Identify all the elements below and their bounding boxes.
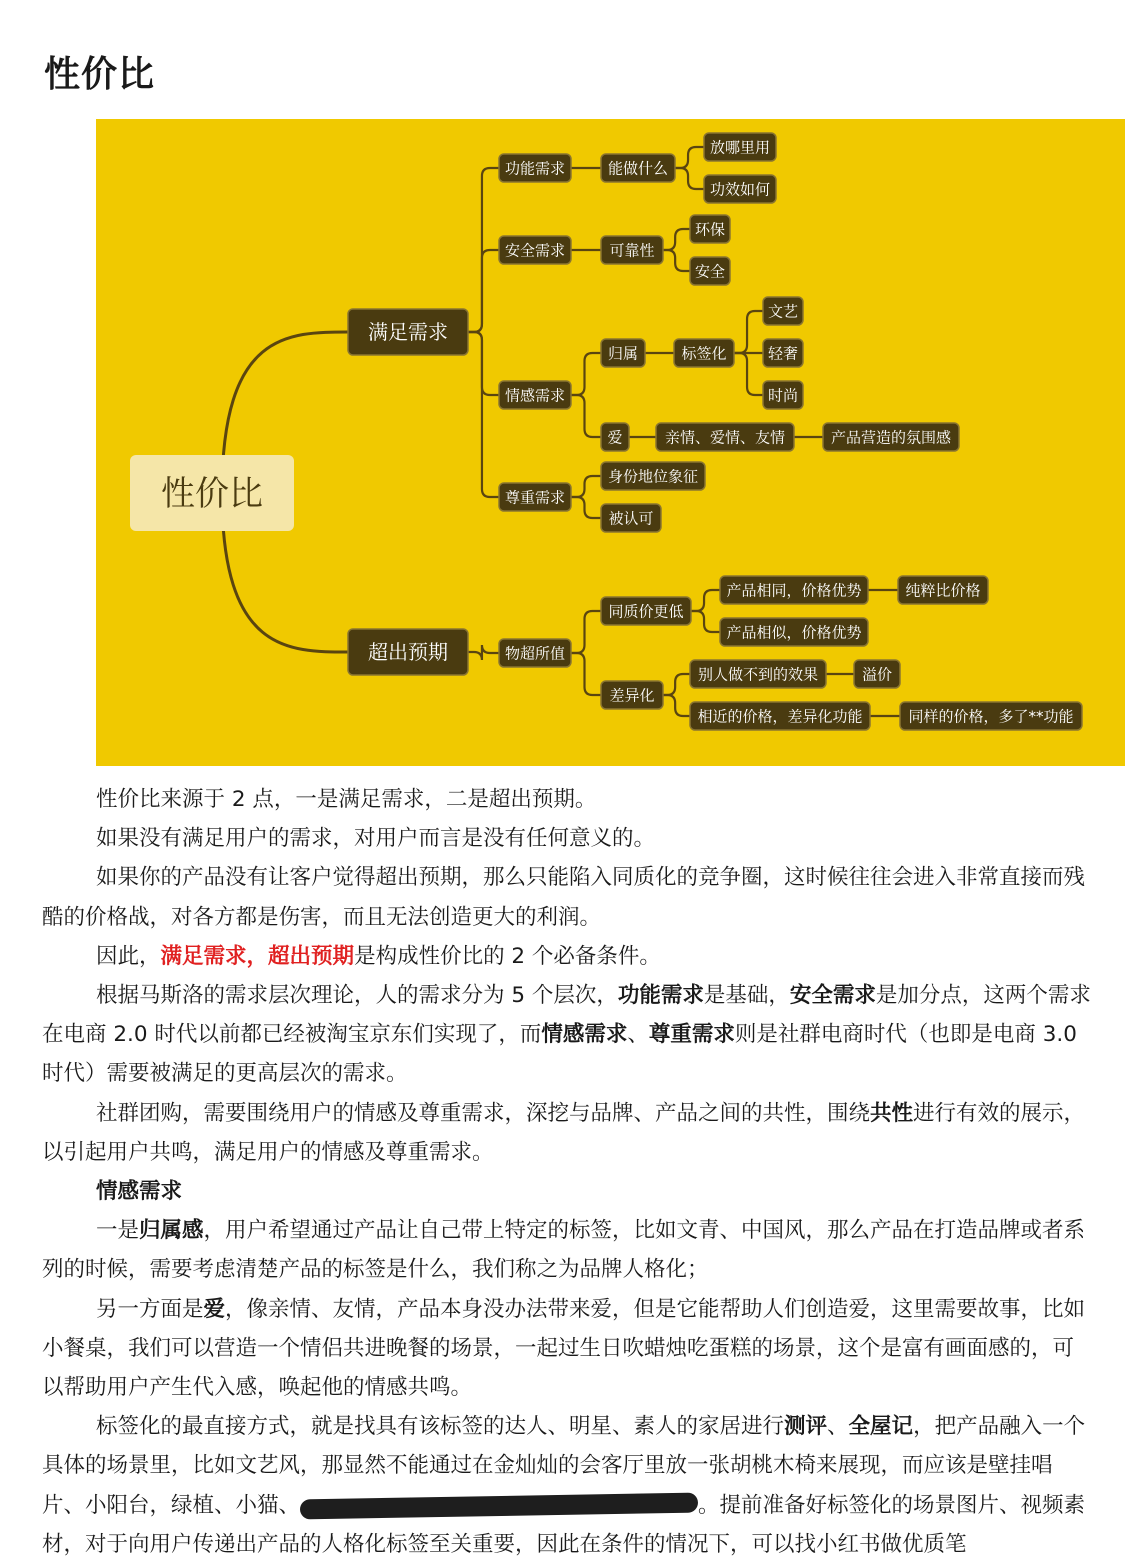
mind-map-node-label: 被认可 [608, 509, 654, 528]
text-span: 一是 [96, 1218, 140, 1244]
mind-map-node-label: 溢价 [861, 665, 893, 684]
mind-map-node-label: 功效如何 [709, 180, 771, 199]
mind-map-node-label: 产品相同，价格优势 [726, 581, 862, 600]
mind-map-node-label: 情感需求 [504, 386, 566, 405]
bold-text: 情感需求 [541, 1022, 628, 1048]
bold-text: 测评 [784, 1414, 828, 1440]
mind-map-node-label: 能做什么 [607, 159, 669, 178]
mind-map-node-label: 产品营造的氛围感 [830, 428, 952, 447]
bold-text: 全屋记 [848, 1414, 914, 1440]
emphasis-text: 满足需求 [160, 943, 247, 969]
paragraph-8 [42, 1290, 1092, 1408]
mind-map-node-label: 别人做不到的效果 [697, 665, 819, 684]
bold-text: 功能需求 [617, 983, 704, 1009]
text-span: ，把产品融入一个具体的场景里，比如文艺风，那显然不能通过在金灿灿的会客厅里放一张胡桃木椅来展现，而应该是壁挂唱片、小阳台，绿植、小猫、 [42, 1414, 1086, 1518]
mind-map-node-label: 可靠性 [609, 241, 655, 260]
text-span: 、 [827, 1414, 849, 1440]
section-heading: 情感需求 [96, 1179, 183, 1205]
bold-text: 安全需求 [789, 983, 876, 1009]
paragraph-4 [42, 937, 1092, 976]
text-span: 标签化的最直接方式，就是找具有该标签的达人、明星、素人的家居进行 [96, 1414, 785, 1440]
mind-map-node-label: 同样的价格，多了**功能 [908, 707, 1074, 726]
text-span: 另一方面是 [96, 1296, 204, 1322]
mind-map-canvas [96, 119, 1125, 766]
mind-map-node-label: 身份地位象征 [607, 467, 699, 486]
paragraph-6 [42, 1094, 1092, 1172]
redaction-scribble [300, 1492, 698, 1519]
root-node-label: 性价比 [161, 474, 263, 514]
mind-map-node-label: 轻奢 [767, 344, 799, 363]
text-span: ，像亲情、友情，产品本身没办法带来爱，但是它能帮助人们创造爱，这里需要故事，比如小餐桌，我们可以营造一个情侣共进晚餐的场景，一起过生日吹蜡烛吃蛋糕的场景，这个是富有画面感的，可以帮助用户产生代入感，唤起他的情感共鸣。 [42, 1296, 1086, 1401]
article-body [42, 780, 1092, 1564]
mind-map-node-label: 满足需求 [368, 320, 448, 345]
paragraph-5 [42, 976, 1092, 1094]
mind-map-node-label: 同质价更低 [608, 602, 684, 621]
paragraph-7 [42, 1211, 1092, 1289]
text-span: 则是社群电商时代（也即是电商 3.0 时代）需要被满足的更高层次的需求。 [42, 1022, 1077, 1087]
emphasis-text: 超出预期 [268, 943, 355, 969]
page-title: 性价比 [44, 54, 156, 95]
mind-map-node-label: 功能需求 [504, 159, 566, 178]
mind-map-node-label: 差异化 [609, 686, 655, 705]
text-span: 。提前准备好标签化的场景图片、视频素材，对于向用户传递出产品的人格化标签至关重要，因此在条件的情况下，可以找小红书做优质笔 [42, 1492, 1086, 1557]
text-span: 是构成性价比的 2 个必备条件。 [354, 943, 661, 969]
text-span: 是基础， [703, 983, 790, 1009]
paragraph-1: 性价比来源于 2 点，一是满足需求，二是超出预期。 [96, 787, 597, 812]
text-span: ，用户希望通过产品让自己带上特定的标签，比如文青、中国风，那么产品在打造品牌或者系列的时候，需要考虑清楚产品的标签是什么，我们称之为品牌人格化； [42, 1218, 1086, 1283]
mind-map-node-label: 尊重需求 [504, 488, 566, 507]
mind-map-node-label: 相近的价格，差异化功能 [697, 707, 863, 726]
emphasis-text: ， [246, 943, 269, 969]
mind-map-node-label: 时尚 [767, 386, 799, 405]
text-span: 进行有效的展示，以引起用户共鸣，满足用户的情感及尊重需求。 [42, 1100, 1086, 1165]
mind-map [96, 119, 1125, 766]
paragraph-2: 如果没有满足用户的需求，对用户而言是没有任何意义的。 [96, 826, 656, 852]
text-span: 因此， [96, 943, 161, 969]
text-span: 根据马斯洛的需求层次理论，人的需求分为 5 个层次， [96, 983, 618, 1009]
mind-map-node-label: 归属 [607, 344, 639, 363]
text-span: 、 [627, 1022, 649, 1048]
text-span: 是加分点，这两个需求在电商 2.0 时代以前都已经被淘宝京东们实现了，而 [42, 983, 1091, 1048]
paragraph-9 [42, 1407, 1092, 1564]
mind-map-node-label: 物超所值 [504, 644, 566, 663]
mind-map-node-label: 产品相似，价格优势 [726, 623, 862, 642]
mind-map-node-label: 安全需求 [504, 241, 566, 260]
mind-map-node-label: 超出预期 [368, 640, 448, 665]
text-span: 社群团购，需要围绕用户的情感及尊重需求，深挖与品牌、产品之间的共性，围绕 [96, 1100, 871, 1126]
bold-text: 归属感 [139, 1218, 204, 1244]
bold-text: 共性 [870, 1100, 914, 1126]
mind-map-node-label: 爱 [607, 428, 623, 447]
mind-map-node-label: 放哪里用 [709, 138, 771, 157]
mind-map-node-label: 文艺 [767, 302, 799, 321]
mind-map-node-label: 环保 [694, 220, 726, 239]
mind-map-node-label: 安全 [694, 262, 726, 281]
bold-text: 爱 [203, 1296, 226, 1322]
mind-map-node-label: 纯粹比价格 [905, 581, 981, 600]
mind-map-node-label: 亲情、爱情、友情 [664, 428, 786, 447]
paragraph-3: 如果你的产品没有让客户觉得超出预期，那么只能陷入同质化的竞争圈，这时候往往会进入非常直接而残酷的价格战，对各方都是伤害，而且无法创造更大的利润。 [42, 865, 1086, 930]
mind-map-node-label: 标签化 [681, 344, 727, 363]
bold-text: 尊重需求 [648, 1022, 735, 1048]
